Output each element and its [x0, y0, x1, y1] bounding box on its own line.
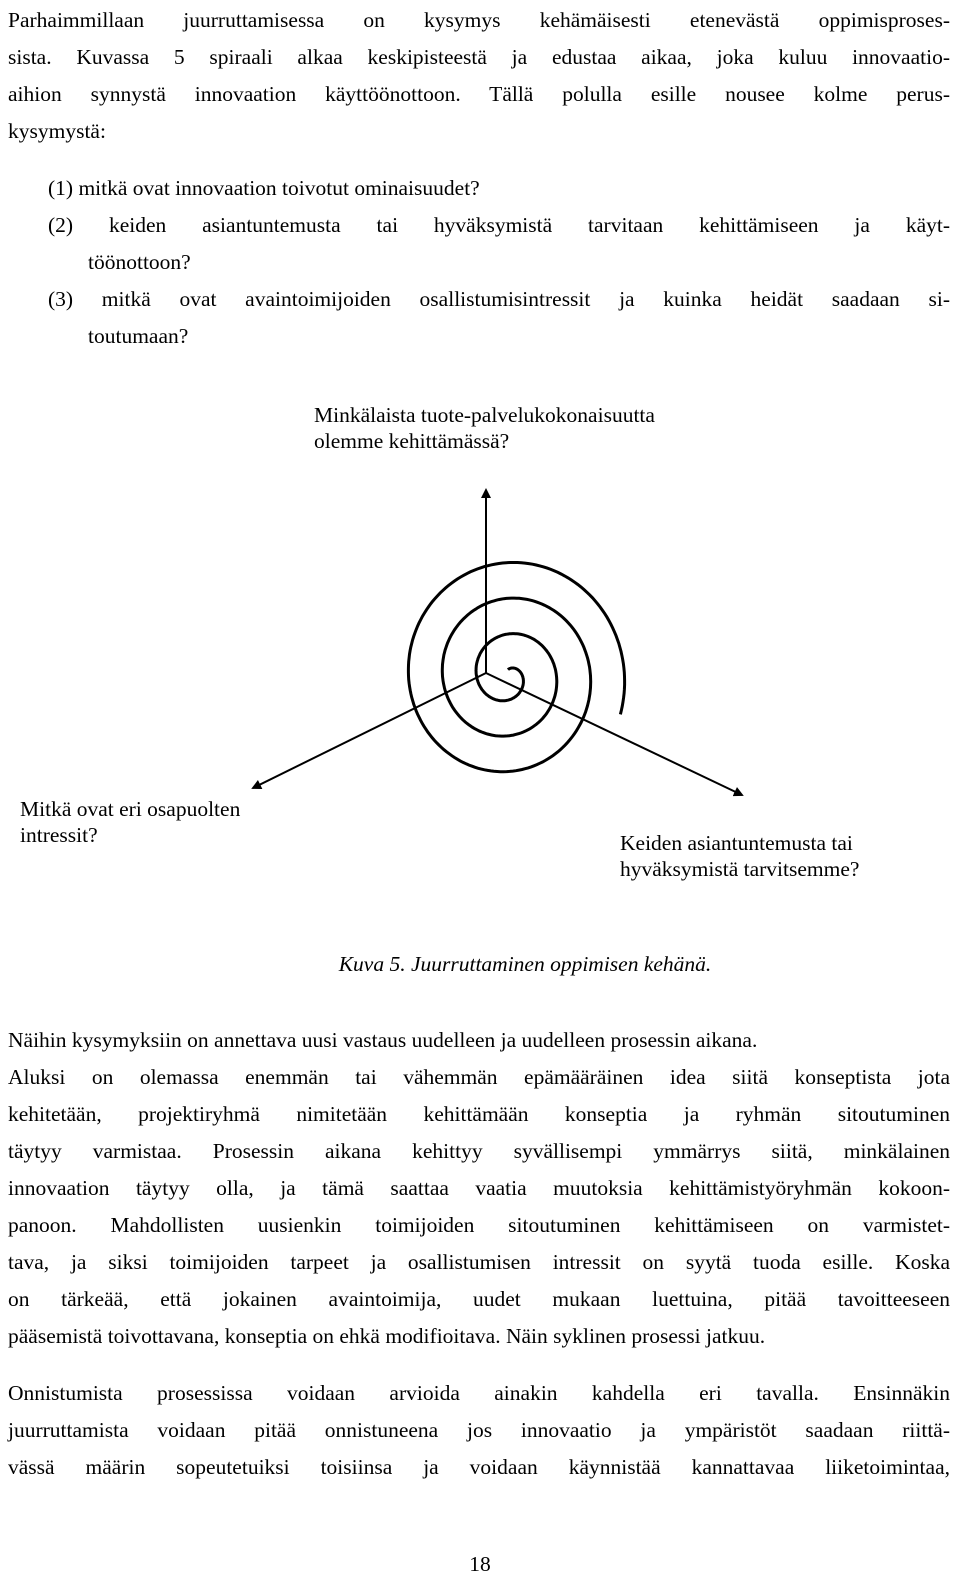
label-line: olemme kehittämässä?	[314, 429, 510, 453]
question-1	[48, 170, 950, 207]
label-line: intressit?	[20, 823, 98, 847]
question-2	[48, 207, 950, 281]
text-line: on tärkeää, että jokainen avaintoimija, uudet mukaan luettuina, pitää tavoitteeseen	[8, 1287, 950, 1311]
body-paragraph-1	[8, 1022, 950, 1355]
arrow-left	[253, 673, 486, 788]
question-3	[48, 281, 950, 355]
text-line: Aluksi on olemassa enemmän tai vähemmän epämääräinen idea siitä konseptista jota	[8, 1065, 950, 1089]
text-line: Näihin kysymyksiin on annettava uusi vastaus uudelleen ja uudelleen prosessin aikana.	[8, 1028, 758, 1052]
text-line: vässä määrin sopeutetuiksi toisiinsa ja voidaan käynnistää kannattavaa liiketoimintaa,	[8, 1455, 950, 1479]
page-number: 18	[469, 1552, 491, 1576]
text-line: toutumaan?	[88, 324, 189, 348]
text-line: aihion synnystä innovaation käyttöönottoon. Tällä polulla esille nousee kolme perus-	[8, 82, 950, 106]
text-line: kehitetään, projektiryhmä nimitetään kehittämään konseptia ja ryhmän sitoutuminen	[8, 1102, 950, 1126]
intro-paragraph	[8, 2, 950, 150]
figure-label-top	[314, 402, 655, 454]
label-line: hyväksymistä tarvitsemme?	[620, 857, 860, 881]
label-line: Minkälaista tuote-palvelukokonaisuutta	[314, 403, 655, 427]
text-line: Onnistumista prosessissa voidaan arvioida ainakin kahdella eri tavalla. Ensinnäkin	[8, 1381, 950, 1405]
text-line: juurruttamista voidaan pitää onnistuneena jos innovaatio ja ympäristöt saadaan riittä-	[8, 1418, 950, 1442]
text-line: panoon. Mahdollisten uusienkin toimijoiden sitoutuminen kehittämiseen on varmistet-	[8, 1213, 950, 1237]
label-line: Mitkä ovat eri osapuolten	[20, 797, 241, 821]
text-line: (3) mitkä ovat avaintoimijoiden osallistumisintressit ja kuinka heidät saadaan si-	[48, 287, 950, 311]
arrow-right	[486, 673, 742, 795]
text-line: (1) mitkä ovat innovaation toivotut ominaisuudet?	[48, 176, 480, 200]
text-line: sista. Kuvassa 5 spiraali alkaa keskipisteestä ja edustaa aikaa, joka kuluu innovaatio-	[8, 45, 950, 69]
figure-caption: Kuva 5. Juurruttaminen oppimisen kehänä.	[338, 952, 712, 976]
spiral-curve	[408, 563, 624, 772]
text-line: töönottoon?	[88, 250, 191, 274]
text-line: pääsemistä toivottavana, konseptia on ehkä modifioitava. Näin syklinen prosessi jatkuu.	[8, 1324, 766, 1348]
text-line: tava, ja siksi toimijoiden tarpeet ja osallistumisen intressit on syytä tuoda esille. Koska	[8, 1250, 950, 1274]
body-paragraph-2	[8, 1375, 950, 1486]
text-line: innovaation täytyy olla, ja tämä saattaa vaatia muutoksia kehittämistyöryhmän kokoon-	[8, 1176, 950, 1200]
label-line: Keiden asiantuntemusta tai	[620, 831, 853, 855]
text-line: kysymystä:	[8, 119, 106, 143]
figure-label-left	[20, 796, 240, 848]
spiral-figure	[0, 390, 960, 890]
text-line: (2) keiden asiantuntemusta tai hyväksymistä tarvitaan kehittämiseen ja käyt-	[48, 213, 950, 237]
text-line: täytyy varmistaa. Prosessin aikana kehittyy syvällisempi ymmärrys siitä, minkälainen	[8, 1139, 950, 1163]
text-line: Parhaimmillaan juurruttamisessa on kysymys kehämäisesti etenevästä oppimisproses-	[8, 8, 950, 32]
figure-label-right	[620, 830, 859, 882]
